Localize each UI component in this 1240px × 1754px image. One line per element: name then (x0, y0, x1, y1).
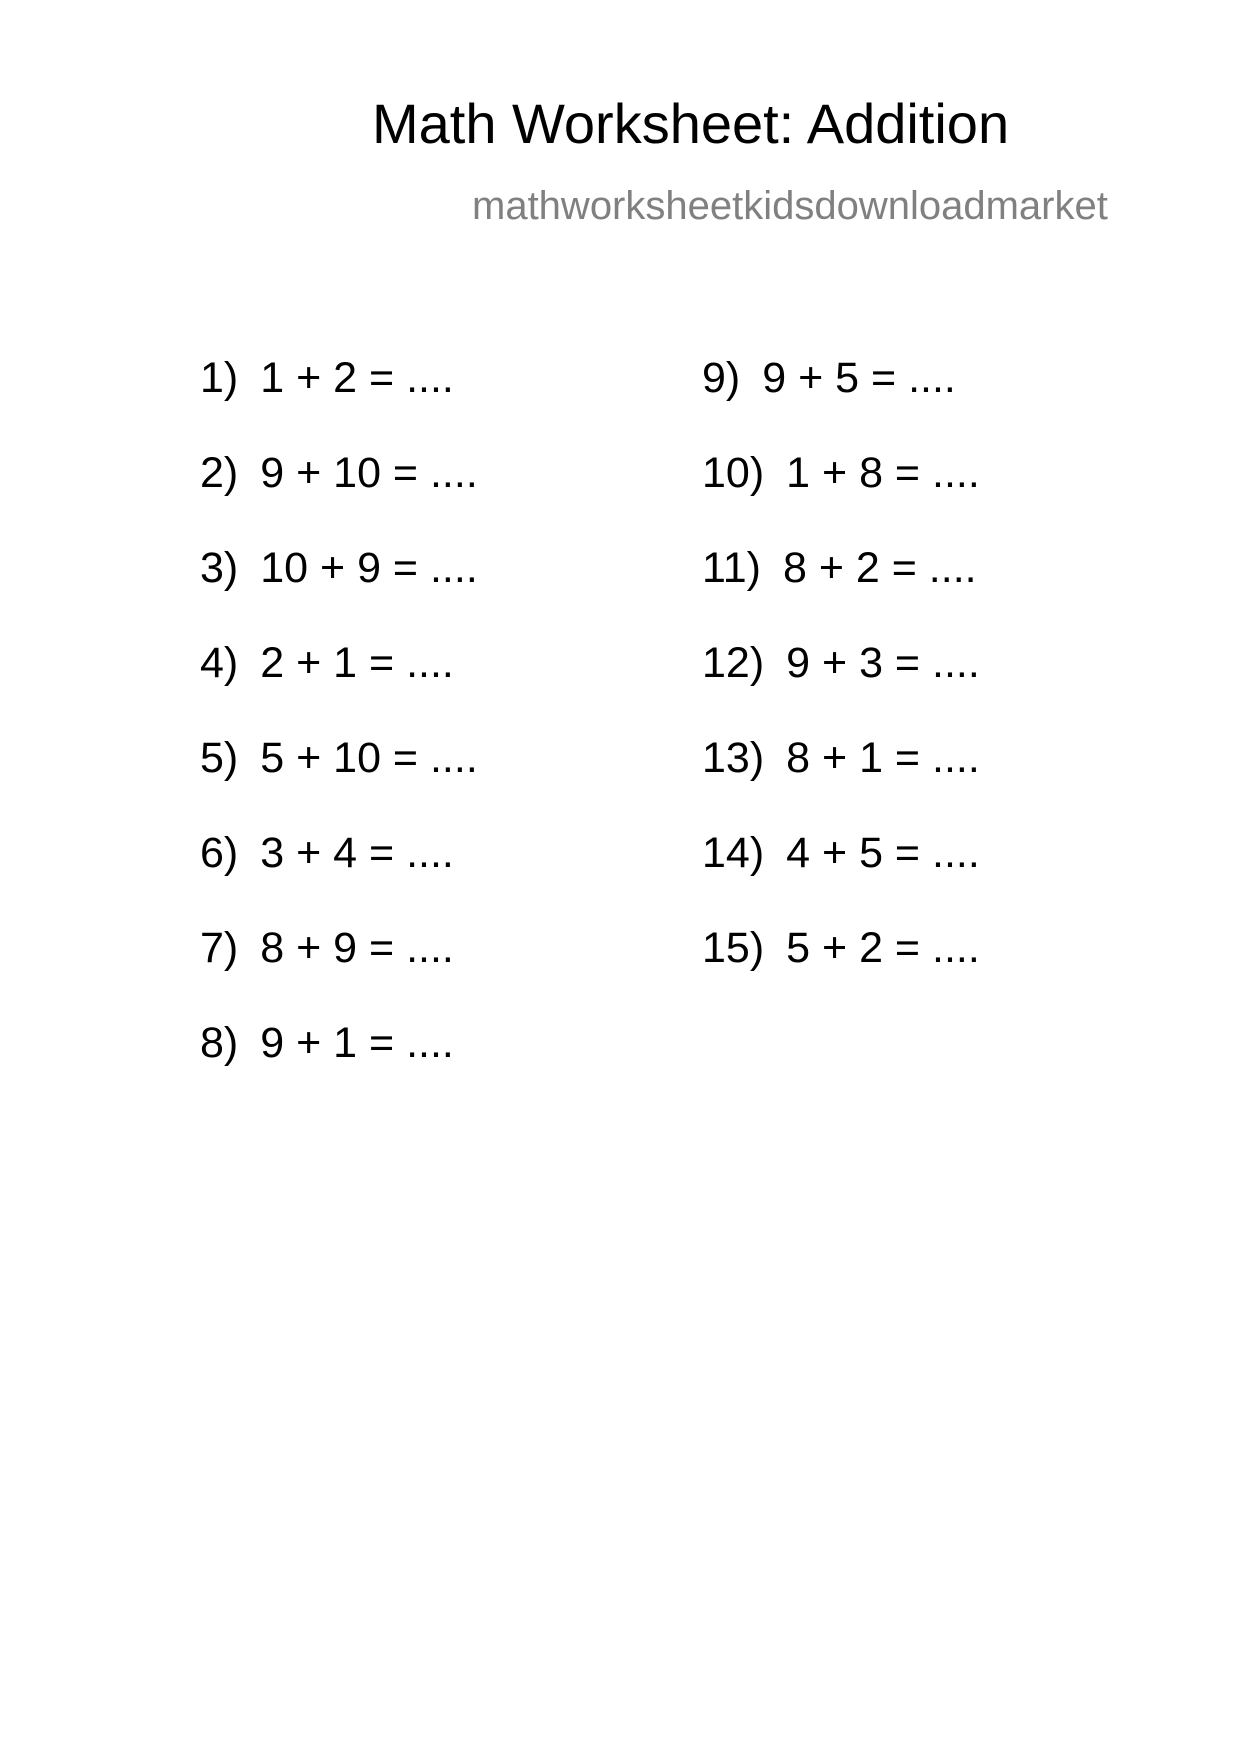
problem-expression: 1 + 8 = .... (786, 449, 980, 497)
problem-item (200, 734, 478, 782)
problem-number: 4) (200, 639, 239, 687)
problem-number: 2) (200, 449, 239, 497)
problem-expression: 10 + 9 = .... (260, 544, 478, 592)
problem-expression: 9 + 10 = .... (260, 449, 478, 497)
problem-item (702, 734, 980, 782)
problem-expression: 2 + 1 = .... (260, 639, 454, 687)
problem-item (702, 449, 980, 497)
problem-number: 8) (200, 1019, 239, 1067)
problem-item (200, 829, 454, 877)
problem-expression: 4 + 5 = .... (786, 829, 980, 877)
problem-number: 5) (200, 734, 239, 782)
worksheet-subtitle: mathworksheetkidsdownloadmarket (472, 184, 1108, 228)
problem-number: 15) (702, 924, 765, 972)
problem-item (200, 449, 478, 497)
problem-item (200, 1019, 454, 1067)
problem-expression: 9 + 5 = .... (762, 354, 956, 402)
problem-number: 7) (200, 924, 239, 972)
problem-expression: 8 + 2 = .... (782, 544, 977, 592)
problem-item (200, 639, 454, 687)
problem-expression: 8 + 1 = .... (786, 734, 980, 782)
problem-expression: 1 + 2 = .... (260, 354, 454, 402)
problem-number: 1) (200, 354, 239, 402)
problem-item (702, 924, 980, 972)
problem-number: 13) (702, 734, 765, 782)
problem-item (200, 354, 454, 402)
problem-number: 11) (702, 544, 761, 592)
problem-number: 6) (200, 829, 239, 877)
problem-item (200, 544, 478, 592)
problem-expression: 5 + 10 = .... (260, 734, 478, 782)
problem-expression: 9 + 3 = .... (786, 639, 980, 687)
problem-number: 9) (702, 354, 741, 402)
problem-number: 12) (702, 639, 765, 687)
problem-expression: 9 + 1 = .... (260, 1019, 454, 1067)
problem-item (702, 354, 956, 402)
problem-expression: 5 + 2 = .... (786, 924, 980, 972)
problem-expression: 3 + 4 = .... (260, 829, 454, 877)
problem-number: 3) (200, 544, 239, 592)
problem-item (702, 639, 980, 687)
problem-item (200, 924, 454, 972)
worksheet-title: Math Worksheet: Addition (372, 92, 1010, 155)
problem-item (702, 544, 977, 592)
problem-number: 14) (702, 829, 765, 877)
problem-item (702, 829, 980, 877)
problem-number: 10) (702, 449, 765, 497)
problem-expression: 8 + 9 = .... (260, 924, 454, 972)
